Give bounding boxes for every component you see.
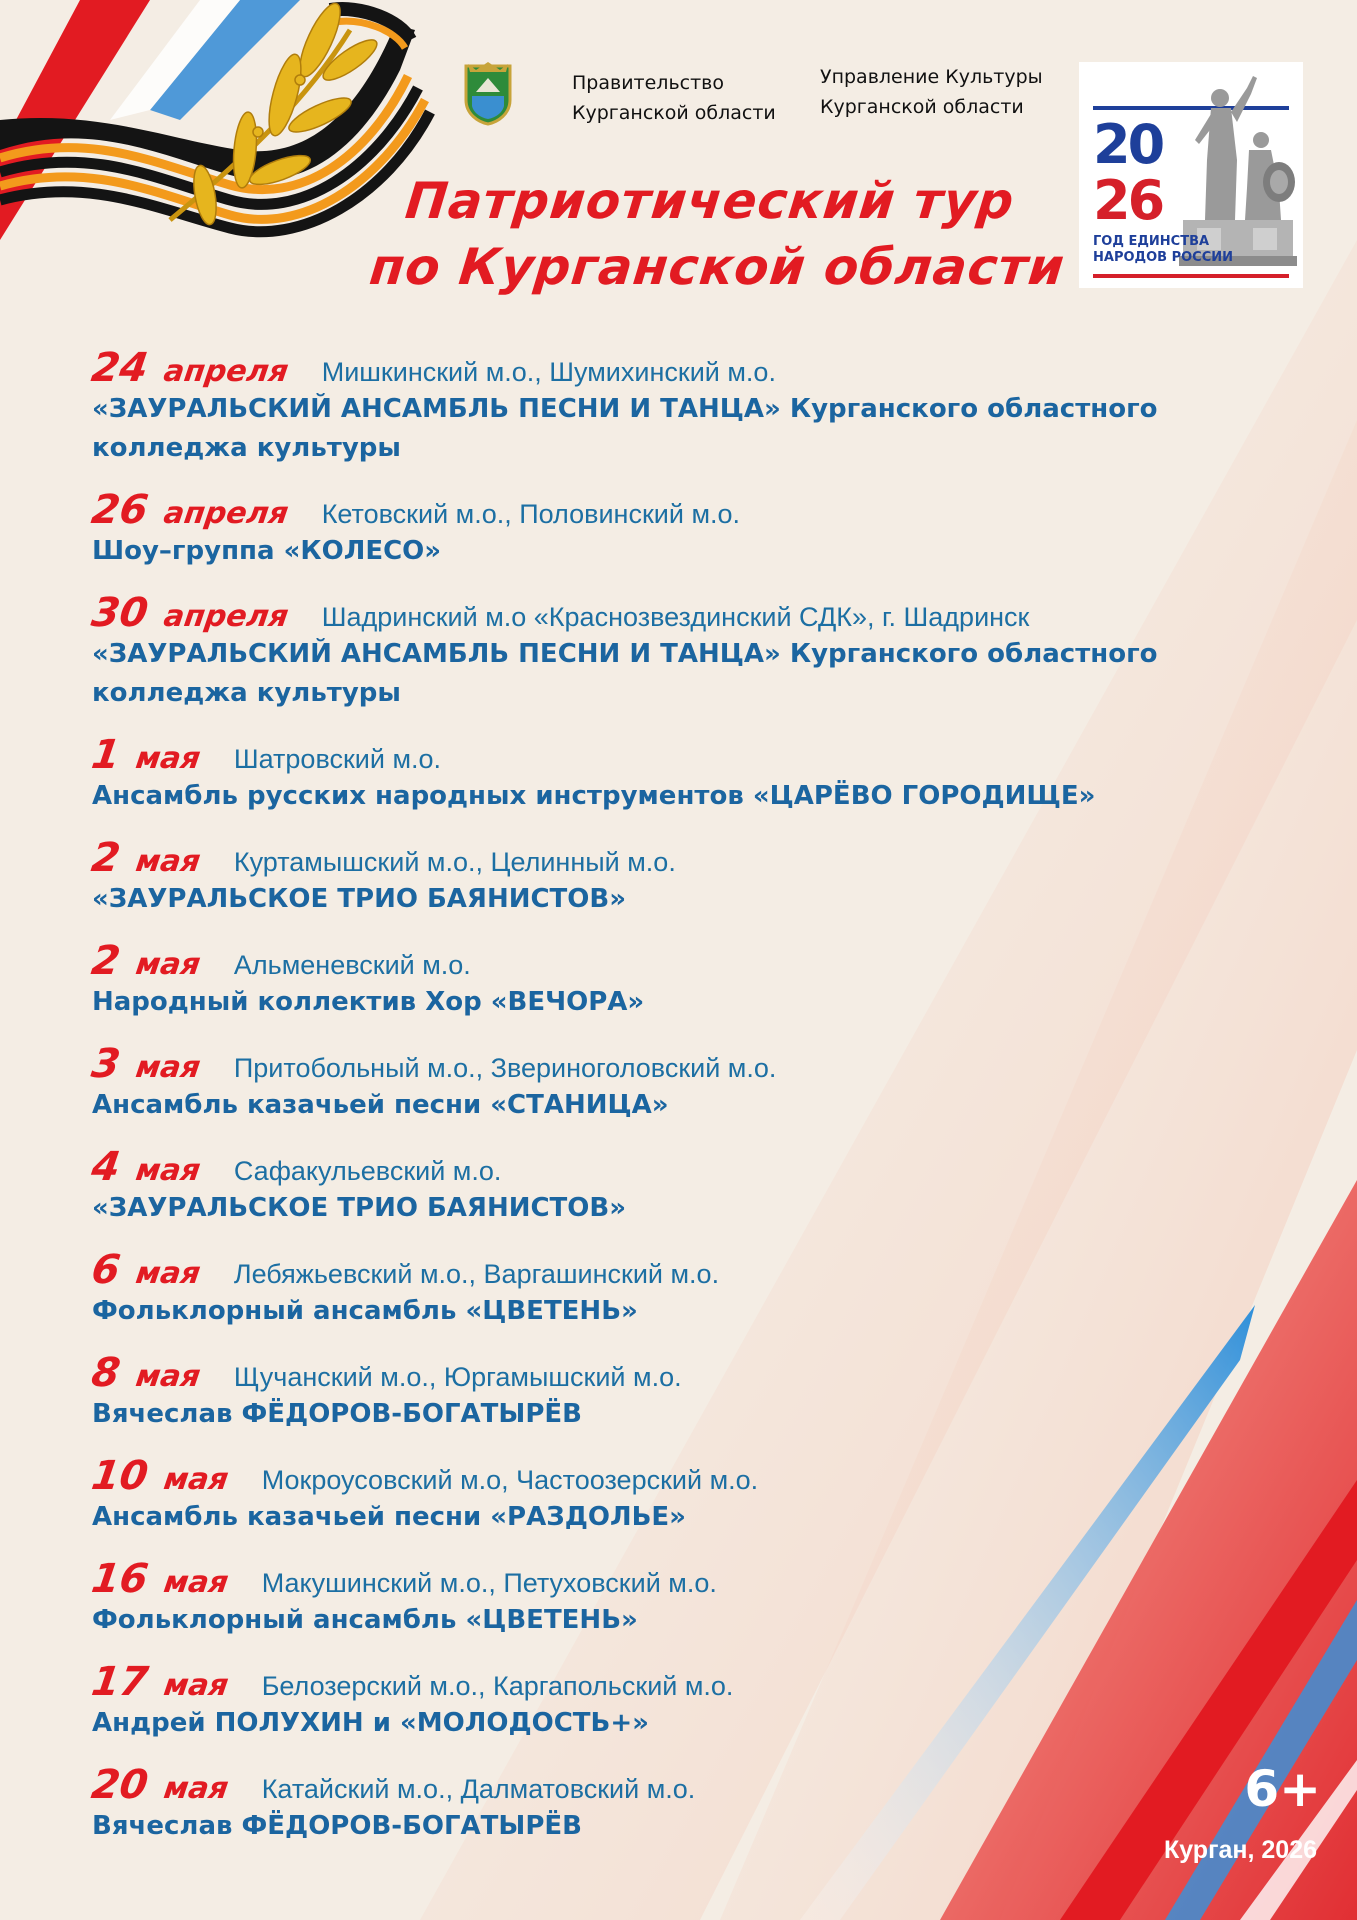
event-day: 8 [88, 1350, 124, 1396]
event-date-line [88, 590, 1292, 636]
logo-tagline [1093, 234, 1293, 266]
event-month: мая [161, 1462, 231, 1497]
event-place: Шатровский м.о. [233, 744, 442, 774]
event-item [88, 835, 1292, 919]
age-rating: 6+ [1244, 1760, 1321, 1818]
city-year: Курган, 2026 [1163, 1836, 1317, 1864]
year-of-unity-logo [1079, 62, 1303, 288]
event-performer: Вячеслав ФЁДОРОВ-БОГАТЫРЁВ [92, 1399, 582, 1429]
event-place: Макушинский м.о., Петуховский м.о. [261, 1568, 717, 1598]
event-item [88, 1247, 1292, 1331]
event-date-line [88, 1247, 1292, 1293]
event-day: 26 [88, 487, 151, 533]
event-item [88, 1350, 1292, 1434]
event-date-line [88, 345, 1292, 391]
event-item [88, 1041, 1292, 1125]
event-date-line [88, 1453, 1292, 1499]
event-performer: «ЗАУРАЛЬСКОЕ ТРИО БАЯНИСТОВ» [92, 1193, 626, 1223]
logo-red-line [1093, 274, 1289, 278]
event-day: 10 [88, 1453, 151, 1499]
event-performer: Андрей ПОЛУХИН и «МОЛОДОСТЬ+» [92, 1708, 649, 1738]
event-place: Кетовский м.о., Половинский м.о. [321, 499, 741, 529]
event-item [88, 1556, 1292, 1640]
event-month: мая [133, 741, 203, 776]
event-month: мая [133, 947, 203, 982]
event-date-line [88, 487, 1292, 533]
kurgan-coat-of-arms-icon [462, 62, 514, 126]
org-culture-line: Управление Культуры [820, 66, 1043, 88]
org-culture-line: Курганской области [820, 96, 1024, 118]
event-date-line [88, 1350, 1292, 1396]
event-month: мая [161, 1771, 231, 1806]
event-day: 4 [88, 1144, 124, 1190]
event-place: Щучанский м.о., Юргамышский м.о. [233, 1362, 682, 1392]
event-item [88, 1762, 1292, 1846]
event-performer: Народный коллектив Хор «ВЕЧОРА» [92, 987, 645, 1017]
event-performer: «ЗАУРАЛЬСКИЙ АНСАМБЛЬ ПЕСНИ И ТАНЦА» Курганского областного колледжа культуры [92, 394, 1158, 463]
event-day: 17 [88, 1659, 151, 1705]
event-place: Лебяжьевский м.о., Варгашинский м.о. [233, 1259, 720, 1289]
event-place: Альменевский м.о. [233, 950, 471, 980]
event-performer: «ЗАУРАЛЬСКИЙ АНСАМБЛЬ ПЕСНИ И ТАНЦА» Курганского областного колледжа культуры [92, 639, 1158, 708]
event-month: мая [161, 1668, 231, 1703]
org-culture [820, 62, 1043, 122]
event-date-line [88, 835, 1292, 881]
event-day: 3 [88, 1041, 124, 1087]
event-place: Куртамышский м.о., Целинный м.о. [233, 847, 676, 877]
logo-tagline-line: ГОД ЕДИНСТВА [1093, 234, 1210, 249]
event-performer: Ансамбль казачьей песни «РАЗДОЛЬЕ» [92, 1502, 686, 1532]
event-place: Катайский м.о., Далматовский м.о. [261, 1774, 696, 1804]
event-month: мая [133, 1153, 203, 1188]
logo-tagline-line: НАРОДОВ РОССИИ [1093, 250, 1234, 265]
event-item [88, 487, 1292, 571]
event-date-line [88, 1041, 1292, 1087]
event-item [88, 1453, 1292, 1537]
logo-year-bottom: 26 [1093, 169, 1163, 232]
event-item [88, 345, 1292, 468]
event-month: апреля [161, 496, 291, 531]
event-date-line [88, 1659, 1292, 1705]
event-day: 24 [88, 345, 151, 391]
event-month: мая [133, 844, 203, 879]
event-performer: Фольклорный ансамбль «ЦВЕТЕНЬ» [92, 1296, 638, 1326]
page-title [366, 168, 1068, 300]
event-month: мая [133, 1359, 203, 1394]
event-day: 1 [88, 732, 124, 778]
event-item [88, 590, 1292, 713]
event-place: Мокроусовский м.о, Частоозерский м.о. [261, 1465, 759, 1495]
event-date-line [88, 938, 1292, 984]
event-performer: Фольклорный ансамбль «ЦВЕТЕНЬ» [92, 1605, 638, 1635]
event-day: 30 [88, 590, 151, 636]
event-place: Белозерский м.о., Каргапольский м.о. [261, 1671, 734, 1701]
event-date-line [88, 1144, 1292, 1190]
event-performer: Шоу–группа «КОЛЕСО» [92, 536, 442, 566]
event-place: Шадринский м.о «Краснозвездинский СДК», г. Шадринск [321, 602, 1030, 632]
event-day: 2 [88, 835, 124, 881]
event-day: 6 [88, 1247, 124, 1293]
event-place: Мишкинский м.о., Шумихинский м.о. [321, 357, 776, 387]
event-item [88, 1144, 1292, 1228]
event-item [88, 732, 1292, 816]
event-date-line [88, 1556, 1292, 1602]
logo-year-top: 20 [1093, 113, 1163, 176]
title-line: Патриотический тур [402, 172, 1018, 230]
event-month: апреля [161, 354, 291, 389]
event-day: 2 [88, 938, 124, 984]
event-item [88, 938, 1292, 1022]
event-performer: Ансамбль казачьей песни «СТАНИЦА» [92, 1090, 669, 1120]
org-government [572, 68, 776, 128]
event-item [88, 1659, 1292, 1743]
event-month: мая [161, 1565, 231, 1600]
event-list [88, 345, 1292, 1866]
org-government-line: Правительство [572, 72, 724, 94]
event-place: Сафакульевский м.о. [233, 1156, 502, 1186]
event-month: мая [133, 1050, 203, 1085]
event-month: апреля [161, 599, 291, 634]
event-date-line [88, 732, 1292, 778]
event-date-line [88, 1762, 1292, 1808]
event-month: мая [133, 1256, 203, 1291]
title-line: по Курганской области [366, 238, 1068, 296]
event-performer: «ЗАУРАЛЬСКОЕ ТРИО БАЯНИСТОВ» [92, 884, 626, 914]
event-place: Притобольный м.о., Звериноголовский м.о. [233, 1053, 777, 1083]
event-performer: Вячеслав ФЁДОРОВ-БОГАТЫРЁВ [92, 1811, 582, 1841]
event-day: 20 [88, 1762, 151, 1808]
org-government-line: Курганской области [572, 102, 776, 124]
event-day: 16 [88, 1556, 151, 1602]
event-performer: Ансамбль русских народных инструментов «ЦАРЁВО ГОРОДИЩЕ» [92, 781, 1096, 811]
